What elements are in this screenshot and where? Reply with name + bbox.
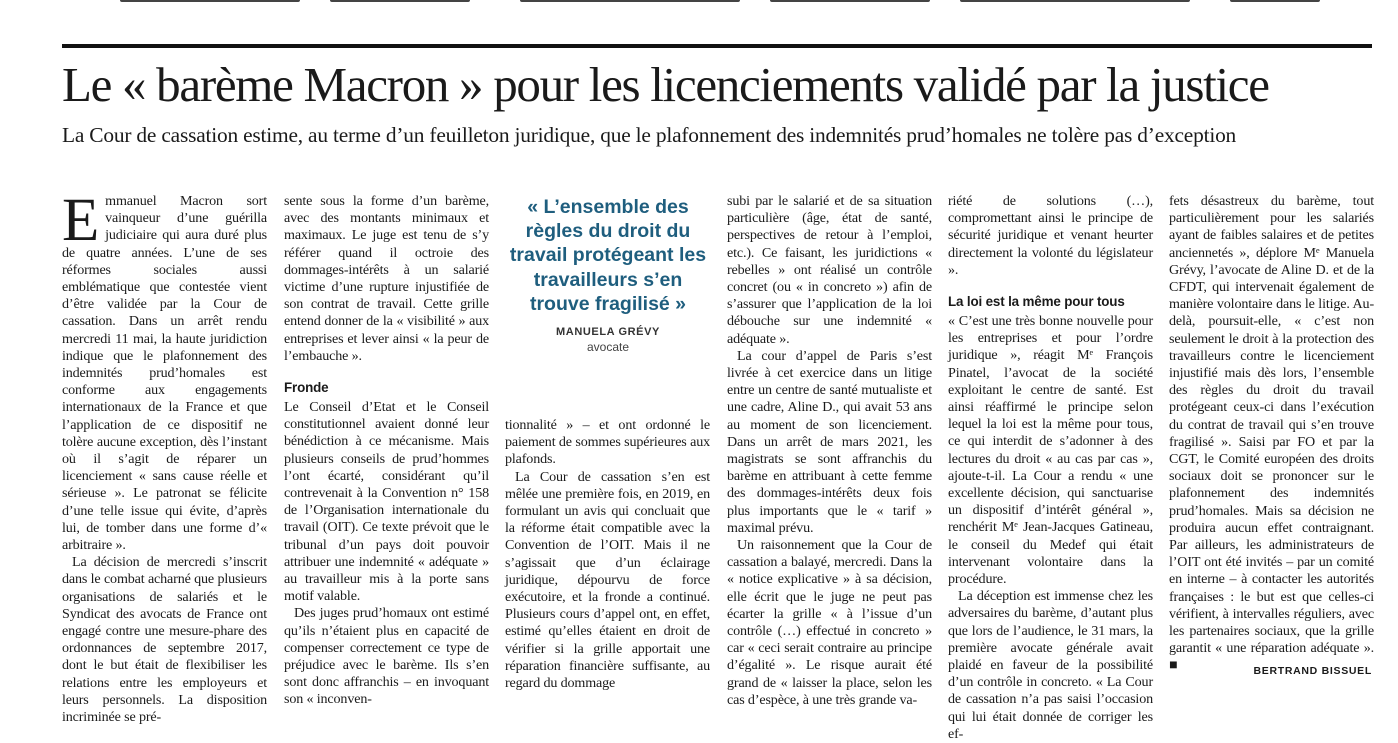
column-5: [948, 193, 1153, 743]
headline: Le « barème Macron » pour les licenciements validé par la justice: [62, 57, 1269, 112]
column-1: [62, 187, 267, 726]
top-rule: [62, 44, 1372, 48]
column-6: [1169, 193, 1374, 675]
paragraph: tionnalité » – et ont ordonné le paiement de sommes supérieures aux plafonds.: [505, 417, 710, 468]
pull-quote-text: « L’ensemble des règles du droit du travail protégeant les travailleurs s’en trouve fragilisé »: [509, 196, 707, 315]
drop-cap: E: [62, 187, 100, 254]
section-heading-loi: La loi est la même pour tous: [948, 294, 1125, 310]
paragraph: La Cour de cassation s’en est mêlée une première fois, en 2019, en formulant un avis qui concluait que la réforme était compatible avec la Convention de l’OIT. Mais il ne s’agissait que d’un éclairage juridique, dépourvu de force exécutoire, et la fronde a continué. Plusieurs cours d’appel ont, en effet, estimé qu’elles étaient en droit de vérifier si la grille apportait une réparation financière suffisante, au regard du dommage: [505, 468, 710, 692]
paragraph: « C’est une très bonne nouvelle pour les entreprises et pour l’ordre juridique », réagit Mᵉ François Pinatel, l’avocat de la société exploitant le centre de santé. Est ainsi réaffirmé le principe selon lequel la loi est la même pour tous, ce qui interdit de s’adonner à des lectures du droit « au cas par cas », ajoute-t-il. La Cour a rendu « une excellente décision, qui sanctuarise un dispositif d’intérêt général », renchérit Mᵉ Jean-Jacques Gatineau, le conseil du Medef qui était intervenant volontaire dans la procédure.: [948, 313, 1153, 588]
column-2: [284, 193, 489, 709]
pull-quote: [508, 195, 708, 354]
paragraph: Des juges prud’homaux ont estimé qu’ils n’étaient plus en capacité de compenser correctement ce type de préjudice avec le barème. Ils s’en sont donc affranchis – en invoquant son « inconven-: [284, 605, 489, 708]
paragraph: fets désastreux du barème, tout particulièrement pour les salariés ayant de faibles salaires et de petites anciennetés », déplore Mᵉ Manuela Grévy, l’avocate de Aline D. et de la CFDT, qui intervenait également de manière volontaire dans le litige. Au-delà, poursuit-elle, « c’est non seulement le droit à la protection des travailleurs contre le licenciement injustifié mais dès lors, l’ensemble des règles du droit du travail protégeant ceux-ci dans l’exécution du contrat de travail qui s’en trouve fragilisé ». Saisi par FO et par la CGT, le Comité européen des droits sociaux doit se prononcer sur le plafonnement des indemnités prud’homales. Mais sa décision ne produira aucun effet contraignant. Par ailleurs, les administrateurs de l’OIT ont été invités – par un comité en interne – à contacter les autorités françaises : le but est que celles-ci vérifient, à intervalles réguliers, avec les partenaires sociaux, que la grille garantit « une réparation adéquate ». ■: [1169, 193, 1374, 674]
paragraph: La déception est immense chez les adversaires du barème, d’autant plus que lors de l’audience, le 31 mars, la première avocate générale avait plaidé en faveur de la possibilité d’un contrôle in concreto. « La Cour de cassation n’a pas saisi l’occasion qui lui était donnée de corriger les ef-: [948, 588, 1153, 742]
paragraph: La décision de mercredi s’inscrit dans le combat acharné que plusieurs organisations de salariés et le Syndicat des avocats de France ont engagé contre une mesure-phare des ordonnances de septembre 2017, dont le but était de flexibiliser les relations entre les employeurs et leurs personnels. La disposition incriminée se pré-: [62, 554, 267, 726]
paragraph: riété de solutions (…), compromettant ainsi le principe de sécurité juridique et venant heurter directement la volonté du législateur ».: [948, 193, 1153, 278]
pull-quote-role: avocate: [586, 340, 630, 355]
paragraph: La cour d’appel de Paris s’est livrée à cet exercice dans un litige entre un centre de santé mutualiste et une cadre, Aline D., qui avait 53 ans au moment de son licenciement. Dans un arrêt de mars 2021, les magistrats se sont affranchis du barème en attribuant à cette femme des dommages-intérêts deux fois plus importants que le « tarif » maximal prévu.: [727, 347, 932, 536]
previous-article-fragment: [0, 0, 1398, 6]
column-3: [505, 417, 710, 692]
paragraph: Le Conseil d’Etat et le Conseil constitutionnel avaient donné leur bénédiction à ce mécanisme. Mais plusieurs conseils de prud’hommes l’ont écarté, considérant qu’il contrevenait à la Convention n° 158 de l’Organisation internationale du travail (OIT). Ce texte prévoit que le tribunal d’un pays doit pouvoir attribuer une indemnité « adéquate » au travailleur mis à la porte sans motif valable.: [284, 399, 489, 605]
pull-quote-author: MANUELA GRÉVY: [556, 326, 660, 339]
paragraph: Un raisonnement que la Cour de cassation a balayé, mercredi. Dans la « notice explicative » à sa décision, elle écrit que le juge ne peut pas écarter la grille « à l’issue d’un contrôle (…) effectué in concreto » car « ceci serait contraire au principe d’égalité ». Le risque aurait été grand de « laisser la place, selon les cas d’espèce, à une très grande va-: [727, 537, 932, 708]
section-heading-fronde: Fronde: [284, 380, 329, 396]
paragraph: Emmanuel Macron sort vainqueur d’une guérilla judiciaire qui aura duré plus de quatre années. L’une de ses réformes sociales aussi emblématique que contestée vient d’être validée par la Cour de cassation. Dans un arrêt rendu mercredi 11 mai, la haute juridiction indique que le plafonnement des indemnités prud’homales est conforme aux engagements internationaux de la France et que l’application de ce dispositif ne tolère aucune exception, dès l’instant où il s’agit de réparer un licenciement « sans cause réelle et sérieuse ». Le patronat se félicite d’une telle issue qui évite, d’après lui, de tomber dans une forme d’« arbitraire ».: [62, 187, 267, 554]
column-4: [727, 193, 932, 709]
paragraph: subi par le salarié et de sa situation particulière (âge, état de santé, perspectives de retour à l’emploi, etc.). Ce faisant, les juridictions « rebelles » ont réalisé un contrôle concret (ou « in concreto ») afin de s’assurer que l’application de la loi débouche sur une indemnité « adéquate ».: [727, 193, 932, 347]
paragraph: sente sous la forme d’un barème, avec des montants minimaux et maximaux. Le juge est tenu de s’y référer quand il octroie des dommages-intérêts à un salarié victime d’une rupture injustifiée de son contrat de travail. Cette grille entend donner de la « visibilité » aux entreprises et lever ainsi « la peur de l’embauche ».: [284, 193, 489, 364]
byline: BERTRAND BISSUEL: [1253, 665, 1372, 677]
subheadline: La Cour de cassation estime, au terme d’un feuilleton juridique, que le plafonnement des indemnités prud’homales ne tolère pas d’exception: [62, 123, 1237, 147]
